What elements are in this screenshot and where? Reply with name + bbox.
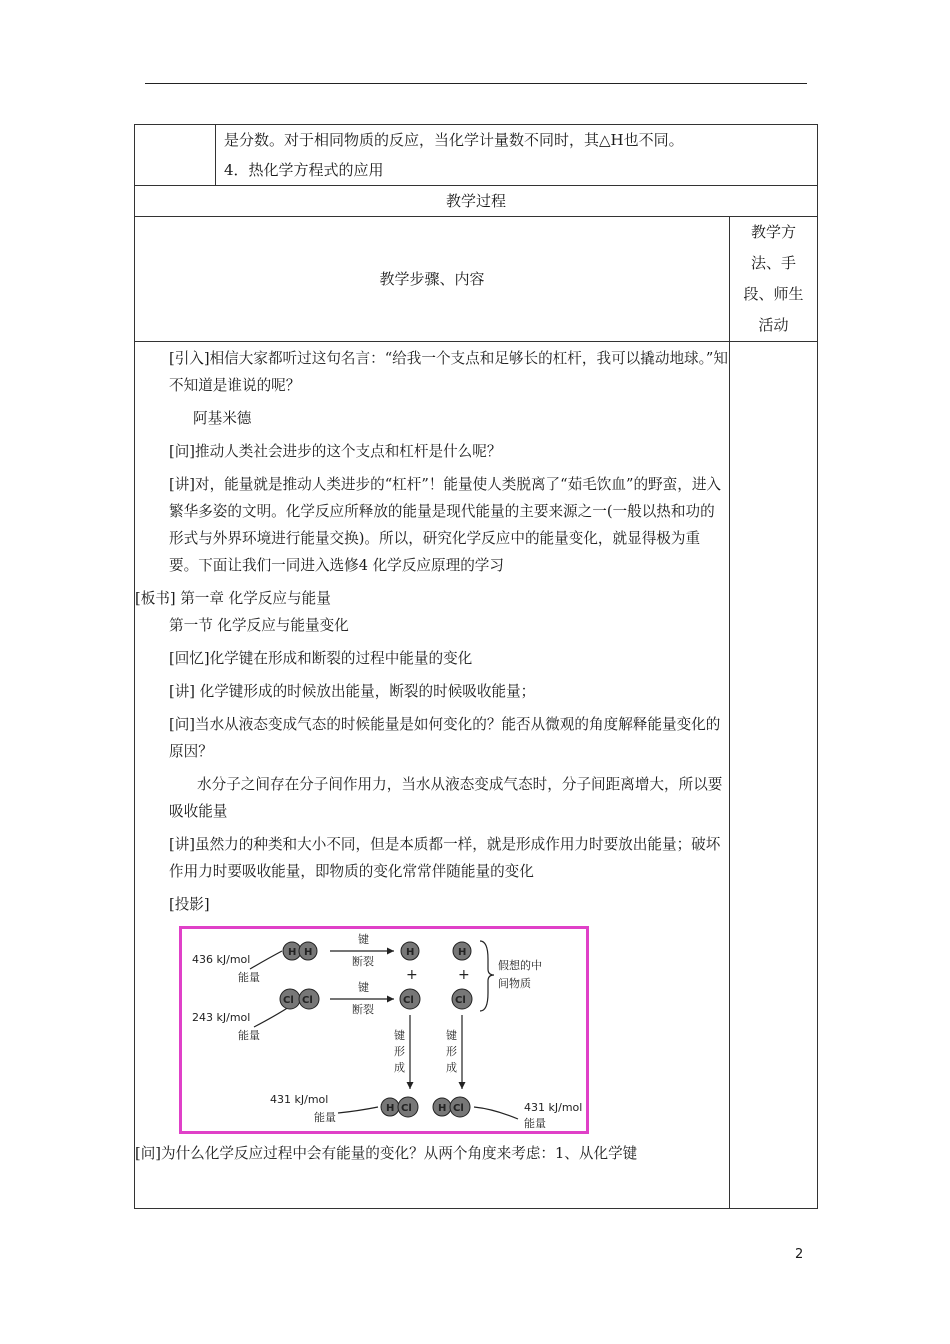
- h-symbol: H: [406, 947, 415, 958]
- method-content-cell: [730, 342, 818, 1209]
- lecture-2: [讲] 化学键形成的时候放出能量，断裂的时候吸收能量；: [169, 683, 536, 700]
- board-heading: [板书] 第一章 化学反应与能量: [135, 590, 331, 607]
- top-content-cell: [216, 125, 818, 186]
- energy-hcl-left-wave: [338, 1107, 378, 1113]
- lecture-1: [讲]对，能量就是推动人类进步的“杠杆”！能量使人类脱离了“茹毛饮血”的野蛮，进入繁华多姿的文明。化学反应所释放的能量是现代能量的主要来源之一(一般以热和功的形式与外界环境进行能量交换)。所以，研究化学反应中的能量变化，就显得极为重要。下面让我们一同进入选修4 化学反应原理的学习: [169, 476, 722, 574]
- cl-symbol: Cl: [302, 995, 313, 1006]
- method-header: [730, 217, 818, 342]
- hypothetical-label-2: 间物质: [498, 977, 531, 990]
- page-number: 2: [795, 1247, 804, 1262]
- cl-symbol: Cl: [403, 995, 414, 1006]
- bond-break-label-1: 键: [358, 933, 369, 946]
- h-symbol: H: [386, 1103, 395, 1114]
- bond-form-right: 键形成: [446, 1029, 457, 1074]
- cl-symbol: Cl: [453, 1103, 464, 1114]
- energy-hh-value: 436 kJ/mol: [192, 953, 251, 966]
- lecture-3: [讲]虽然力的种类和大小不同，但是本质都一样，就是形成作用力时要放出能量；破坏作用力时要吸收能量，即物质的变化常常伴随能量的变化: [169, 836, 721, 880]
- top-line-2: 4．热化学方程式的应用: [224, 161, 384, 179]
- cl-symbol: Cl: [401, 1103, 412, 1114]
- h-symbol: H: [288, 947, 297, 958]
- hypothetical-brace: [480, 941, 494, 1011]
- method-line-1: 教学方: [750, 223, 796, 241]
- question-2: [问]当水从液态变成气态的时候能量是如何变化的？能否从微观的角度解释能量变化的原因？: [169, 716, 721, 760]
- steps-header: 教学步骤、内容: [135, 217, 730, 342]
- section-title-row: [135, 186, 818, 217]
- answer-2: [135, 771, 729, 825]
- bond-break-label-3: 键: [358, 981, 369, 994]
- intro-answer: 阿基米德: [193, 410, 252, 427]
- energy-hcl-left-label: 能量: [314, 1111, 336, 1124]
- method-line-4: 活动: [758, 316, 789, 334]
- h-symbol: H: [304, 947, 313, 958]
- answer-2-text: 水分子之间存在分子间作用力，当水从液态变成气态时，分子间距离增大，所以要吸收能量: [169, 776, 723, 820]
- cl-symbol: Cl: [455, 995, 466, 1006]
- top-row: [135, 125, 818, 186]
- bond-break-label-2: 断裂: [352, 955, 374, 968]
- content-row: [135, 342, 818, 1209]
- plus-sign: +: [458, 967, 470, 983]
- method-line-3: 段、师生: [743, 285, 804, 303]
- energy-hcl-right-wave: [474, 1107, 518, 1119]
- table-header-row: [135, 217, 818, 342]
- section-title: 教学过程: [135, 186, 818, 217]
- hypothetical-label-1: 假想的中: [498, 959, 542, 972]
- recall-item: [回忆]化学键在形成和断裂的过程中能量的变化: [169, 650, 473, 667]
- header-rule: [145, 83, 807, 84]
- plus-sign: +: [406, 967, 418, 983]
- energy-hcl-right-value: 431 kJ/mol: [524, 1101, 583, 1114]
- intro-paragraph: [引入]相信大家都听过这句名言：“给我一个支点和足够长的杠杆，我可以撬动地球。”知不知道是谁说的呢？: [169, 350, 728, 394]
- energy-clcl-value: 243 kJ/mol: [192, 1011, 251, 1024]
- content-cell: [135, 342, 730, 1209]
- top-left-cell: [135, 125, 216, 186]
- projection-label: [投影]: [169, 896, 210, 913]
- energy-hcl-right-label: 能量: [524, 1117, 546, 1130]
- lesson-table: [134, 124, 818, 1209]
- energy-hh-wave: [250, 951, 282, 969]
- energy-clcl-label: 能量: [238, 1029, 260, 1042]
- h-symbol: H: [458, 947, 467, 958]
- energy-hh-label: 能量: [238, 971, 260, 984]
- method-line-2: 法、手: [750, 254, 796, 272]
- cl-symbol: Cl: [283, 995, 294, 1006]
- section-heading: 第一节 化学反应与能量变化: [169, 617, 349, 634]
- top-line-1: 是分数。对于相同物质的反应，当化学计量数不同时，其△H也不同。: [224, 131, 684, 149]
- bond-form-left: 键形成: [394, 1029, 405, 1074]
- h-symbol: H: [438, 1103, 447, 1114]
- bond-break-label-4: 断裂: [352, 1003, 374, 1016]
- bond-energy-diagram: [179, 926, 589, 1134]
- question-1: [问]推动人类社会进步的这个支点和杠杆是什么呢？: [169, 443, 502, 460]
- energy-hcl-left-value: 431 kJ/mol: [270, 1093, 329, 1106]
- bond-energy-svg: [182, 929, 586, 1131]
- question-3: [问]为什么化学反应过程中会有能量的变化？从两个角度来考虑：1、从化学键: [135, 1145, 638, 1162]
